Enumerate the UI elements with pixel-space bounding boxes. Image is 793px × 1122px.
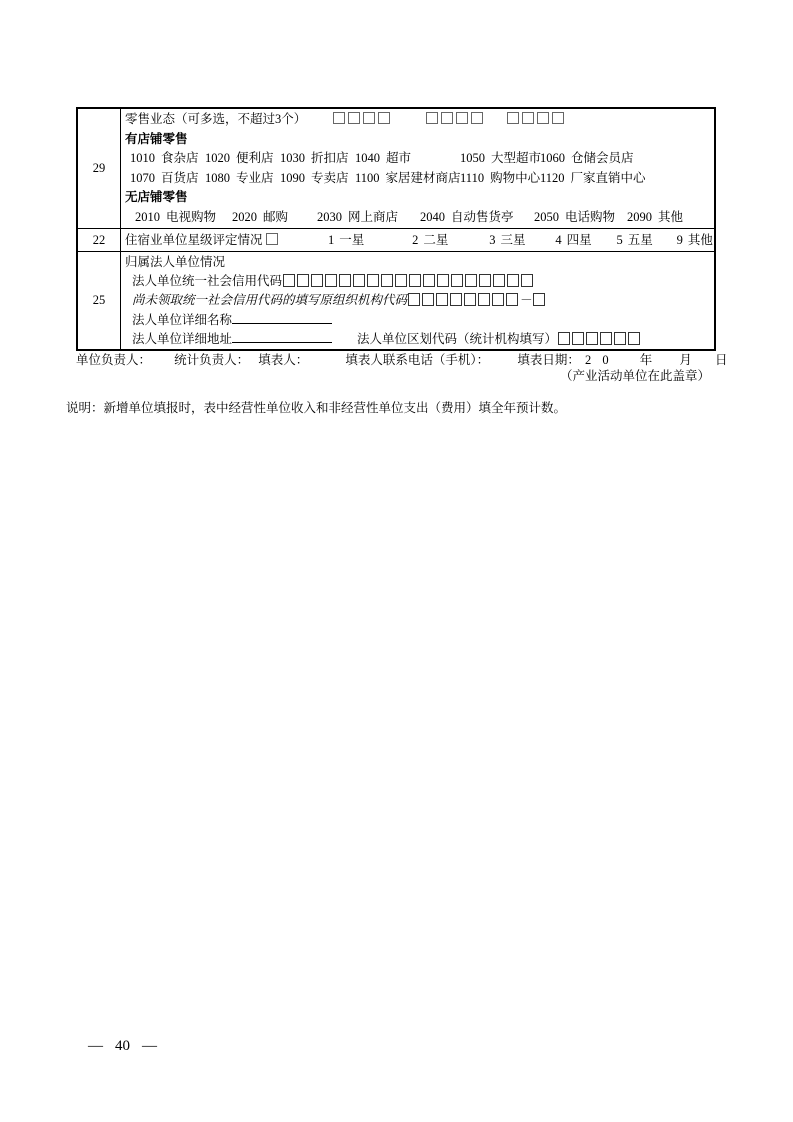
retail-format-checkbox-group-1[interactable] xyxy=(331,110,391,130)
note-line xyxy=(66,398,766,418)
row-number-cell xyxy=(78,252,121,349)
region-code-boxes[interactable] xyxy=(557,332,641,346)
stats-head-label: 统计负责人： xyxy=(174,353,250,367)
option-label: 电话购物 xyxy=(565,209,616,224)
store-retail-line1 xyxy=(125,149,710,169)
unit-head-label: 单位负责人： xyxy=(76,353,152,367)
retail-format-option xyxy=(280,149,355,169)
page-number-dash-left: — xyxy=(88,1038,103,1054)
retail-format-title: 零售业态（可多选，不超过3个） xyxy=(125,112,307,126)
row-number-cell xyxy=(78,229,121,251)
retail-format-option xyxy=(205,169,280,189)
option-label: 邮购 xyxy=(263,209,289,224)
star-rating-option xyxy=(328,230,409,250)
note-text: 新增单位填报时，表中经营性单位收入和非经营性单位支出（费用）填全年预计数。 xyxy=(103,401,567,415)
store-retail-header: 有店铺零售 xyxy=(125,131,188,146)
legal-address-blank[interactable] xyxy=(232,329,332,343)
option-label: 专卖店 xyxy=(311,170,349,185)
credit-code-label: 法人单位统一社会信用代码 xyxy=(132,274,283,288)
retail-format-option xyxy=(280,169,355,189)
option-label: 一星 xyxy=(339,233,365,247)
retail-format-option xyxy=(540,169,646,189)
retail-format-option xyxy=(540,149,634,169)
row-number-cell xyxy=(78,109,121,228)
option-code: 1020 xyxy=(205,151,230,165)
credit-code-boxes[interactable] xyxy=(282,274,534,288)
star-rating-option xyxy=(555,230,613,250)
org-code-boxes[interactable] xyxy=(407,293,519,307)
retail-format-checkbox-group-2[interactable] xyxy=(425,110,485,130)
star-rating-title: 住宿业单位星级评定情况 xyxy=(125,233,263,247)
star-rating-cell xyxy=(121,229,717,251)
retail-format-option xyxy=(627,208,683,228)
option-code: 2010 xyxy=(135,209,160,224)
option-code: 1080 xyxy=(205,170,230,185)
legal-unit-title: 归属法人单位情况 xyxy=(125,255,226,269)
option-label: 厂家直销中心 xyxy=(570,170,646,185)
report-date-label: 填表日期： xyxy=(517,353,580,367)
org-code-label: 尚未领取统一社会信用代码的填写原组织机构代码 xyxy=(132,293,408,307)
legal-unit-cell xyxy=(121,252,714,349)
option-code: 5 xyxy=(616,233,623,247)
option-code: 1090 xyxy=(280,170,305,185)
org-code-separator: － xyxy=(519,293,532,307)
row-number: 25 xyxy=(92,293,106,307)
org-code-line xyxy=(125,291,710,310)
option-code: 1100 xyxy=(355,170,380,185)
option-code: 2 xyxy=(412,233,419,247)
option-label: 其他 xyxy=(687,233,713,247)
retail-format-option xyxy=(460,149,540,169)
option-code: 1030 xyxy=(280,151,305,165)
option-code: 1060 xyxy=(540,151,565,165)
retail-format-checkbox-group-3[interactable] xyxy=(506,110,566,130)
retail-format-option xyxy=(534,208,627,228)
star-rating-options xyxy=(279,230,713,250)
option-label: 仓储会员店 xyxy=(571,151,634,165)
store-retail-line2 xyxy=(125,169,710,189)
seal-note: （产业活动单位在此盖章） xyxy=(559,369,710,383)
option-label: 便利店 xyxy=(236,151,274,165)
option-code: 3 xyxy=(489,233,496,247)
option-code: 1070 xyxy=(130,170,155,185)
option-code: 1120 xyxy=(540,170,565,185)
month-label: 月 xyxy=(679,353,692,367)
star-rating-option xyxy=(489,230,552,250)
option-label: 大型超市 xyxy=(491,151,542,165)
option-code: 1110 xyxy=(460,170,485,185)
option-label: 百货店 xyxy=(161,170,199,185)
retail-format-option xyxy=(355,149,460,169)
option-code: 9 xyxy=(676,233,683,247)
page-number xyxy=(88,1036,157,1056)
retail-format-cell xyxy=(121,109,714,228)
option-code: 1010 xyxy=(130,151,155,165)
retail-format-title-line xyxy=(125,110,710,130)
star-rating-option xyxy=(677,230,713,250)
option-code: 2020 xyxy=(232,209,257,224)
star-rating-option xyxy=(412,230,486,250)
option-label: 二星 xyxy=(423,233,449,247)
option-label: 三星 xyxy=(500,233,526,247)
page-number-dash-right: — xyxy=(142,1038,157,1054)
retail-format-option xyxy=(460,169,540,189)
retail-format-option xyxy=(317,208,420,228)
nostore-retail-header: 无店铺零售 xyxy=(125,190,188,204)
retail-format-option xyxy=(355,169,460,189)
star-rating-line xyxy=(125,230,713,250)
option-label: 家居建材商店 xyxy=(385,170,461,185)
phone-label: 填表人联系电话（手机）： xyxy=(345,353,490,367)
legal-name-blank[interactable] xyxy=(232,310,332,324)
option-label: 专业店 xyxy=(236,170,274,185)
option-label: 自动售货亭 xyxy=(451,209,514,224)
option-code: 2050 xyxy=(534,209,559,224)
credit-code-line xyxy=(125,272,710,291)
org-code-check-box[interactable] xyxy=(532,293,546,307)
option-code: 1050 xyxy=(460,151,485,165)
region-code-label: 法人单位区划代码（统计机构填写） xyxy=(357,332,558,346)
page-number-value: 40 xyxy=(115,1038,130,1054)
row-number: 29 xyxy=(92,161,106,175)
year-label: 年 xyxy=(639,353,653,367)
retail-format-option xyxy=(135,208,232,228)
option-code: 1 xyxy=(328,233,335,247)
option-label: 网上商店 xyxy=(348,209,399,224)
option-label: 五星 xyxy=(627,233,653,247)
option-label: 购物中心 xyxy=(490,170,541,185)
option-code: 2030 xyxy=(317,209,342,224)
option-code: 2040 xyxy=(420,209,445,224)
retail-format-option xyxy=(205,149,280,169)
day-label: 日 xyxy=(714,353,728,367)
retail-format-option xyxy=(130,149,205,169)
option-label: 其他 xyxy=(658,209,684,224)
option-label: 折扣店 xyxy=(311,151,349,165)
table-row-retail-format xyxy=(78,109,714,228)
legal-name-label: 法人单位详细名称 xyxy=(132,313,233,327)
report-date-year-prefix: 2 0 xyxy=(584,353,613,367)
legal-address-line xyxy=(125,329,710,348)
table-row-star-rating xyxy=(78,228,714,251)
option-code: 2090 xyxy=(627,209,652,224)
option-code: 1040 xyxy=(355,151,380,165)
preparer-label: 填表人： xyxy=(258,353,309,367)
option-label: 电视购物 xyxy=(166,209,217,224)
table-row-legal-unit xyxy=(78,251,714,349)
nostore-retail-line xyxy=(125,208,710,228)
legal-address-label: 法人单位详细地址 xyxy=(132,332,233,346)
retail-format-option xyxy=(130,169,205,189)
retail-format-option xyxy=(420,208,534,228)
retail-format-option xyxy=(232,208,317,228)
note-label: 说明： xyxy=(66,401,104,415)
row-number: 22 xyxy=(92,232,106,247)
questionnaire-table xyxy=(76,107,716,351)
option-label: 四星 xyxy=(566,233,592,247)
star-rating-option xyxy=(617,230,674,250)
option-label: 超市 xyxy=(386,151,412,165)
star-rating-answer-box[interactable] xyxy=(264,230,279,250)
option-label: 食杂店 xyxy=(161,151,199,165)
legal-name-line xyxy=(125,310,710,329)
option-code: 4 xyxy=(555,233,562,247)
